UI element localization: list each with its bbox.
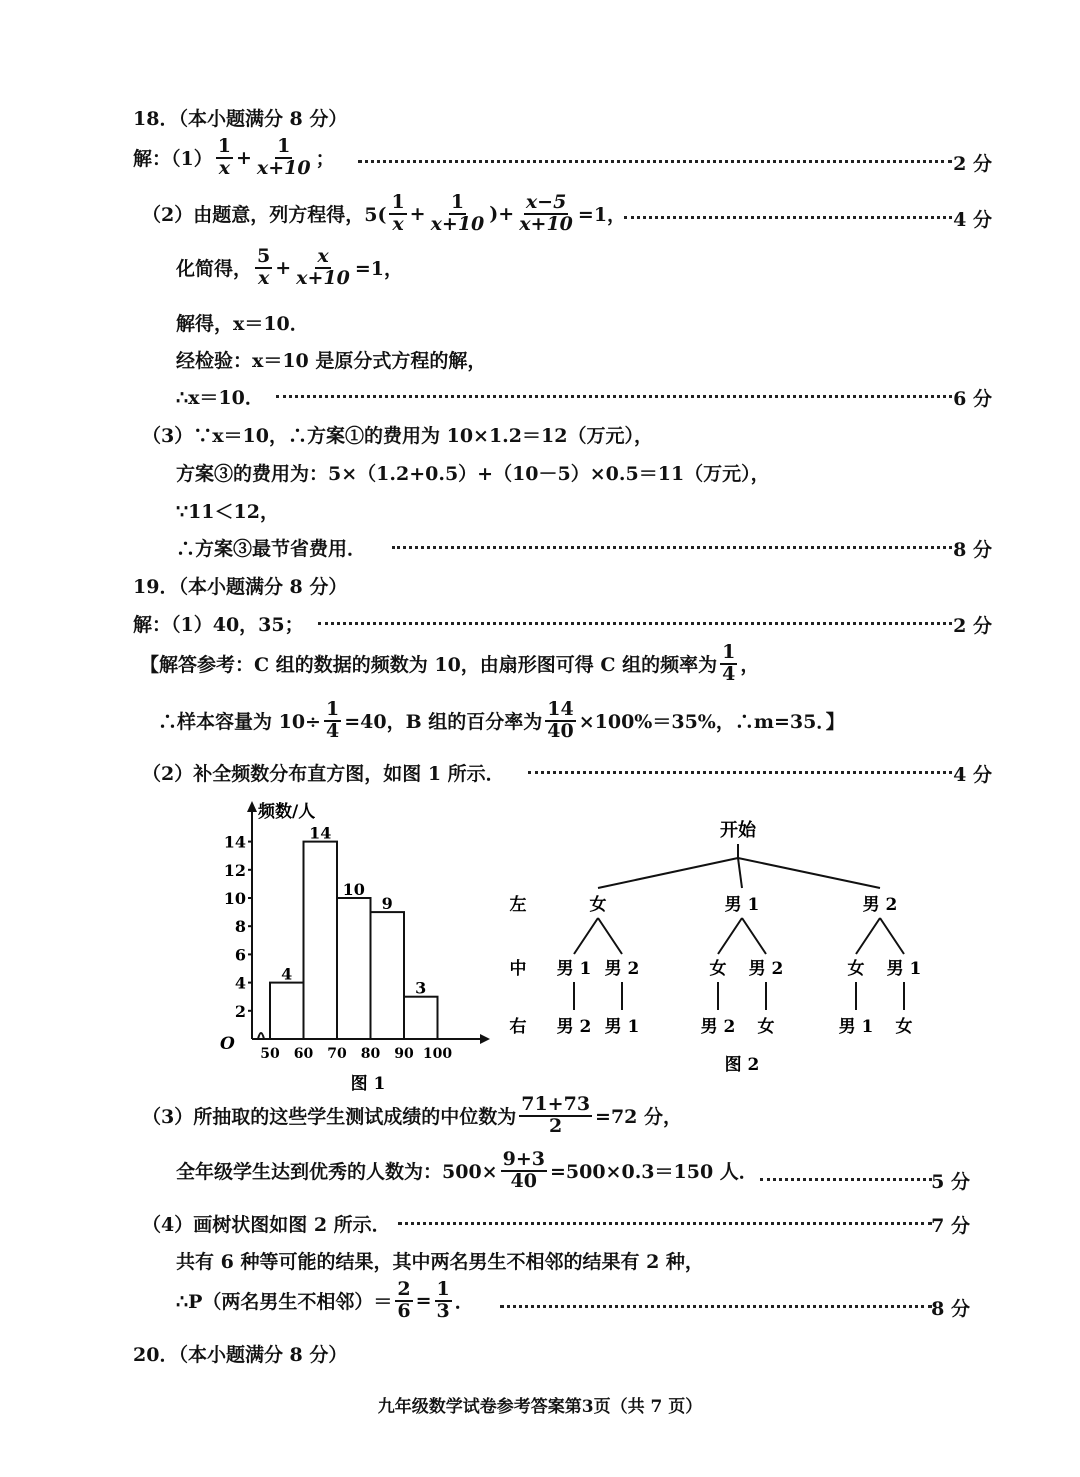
- tree-node-second: 男 1: [556, 959, 592, 979]
- y-tick-label: 8: [234, 917, 246, 937]
- tree-node-first: 女: [589, 895, 607, 915]
- histogram-chart: [200, 795, 510, 1100]
- tree-node-second: 女: [709, 959, 727, 979]
- tree-node-first: 男 2: [862, 895, 898, 915]
- bar-value-label: 4: [281, 964, 293, 984]
- q19-part1: 解：（1）40，35；: [133, 614, 304, 636]
- q18-solve: 解得，x＝10．: [176, 313, 309, 335]
- tree-row-label: 右: [509, 1017, 527, 1037]
- q18-part3-line2: 方案③的费用为：5×（1.2+0.5）+（10－5）×0.5＝11（万元），: [176, 463, 770, 485]
- tree-edge: [574, 918, 598, 954]
- q19-part4c-score: 8 分: [931, 1298, 970, 1320]
- fraction: $\frac{71+73}{2}$: [521, 1093, 591, 1137]
- score-leader-dots: [760, 1178, 932, 1181]
- q20-heading: 20．（本小题满分 8 分）: [133, 1344, 348, 1366]
- tree-root-label: 开始: [720, 820, 756, 841]
- fraction: $\frac{1}{x}$: [217, 135, 231, 179]
- tree-edge: [718, 918, 742, 954]
- tree-edge: [880, 918, 904, 954]
- x-tick-label: 100: [422, 1046, 453, 1062]
- q19-part2: （2）补全频数分布直方图，如图 1 所示．: [142, 763, 505, 785]
- q19-part3-score: 5 分: [931, 1171, 970, 1193]
- q18-part3-line3: ∵11＜12，: [176, 501, 279, 523]
- q19-heading: 19．（本小题满分 8 分）: [133, 576, 348, 598]
- score-leader-dots: [276, 395, 952, 398]
- figure-caption: 图 1: [350, 1074, 386, 1094]
- q18-conclusion: ∴x＝10．: [176, 387, 264, 409]
- score-leader-dots: [318, 622, 952, 625]
- q18-part3-line4: ∴方案③最节省费用．: [176, 538, 367, 560]
- fraction: $\frac{1}{4}$: [722, 641, 736, 685]
- tree-edge: [856, 918, 880, 954]
- x-tick-label: 50: [260, 1046, 280, 1062]
- q18-part3-score: 8 分: [953, 539, 992, 561]
- histogram-bar: [304, 842, 338, 1039]
- tree-node-third: 男 1: [604, 1017, 640, 1037]
- x-axis-arrow: [480, 1034, 490, 1044]
- tree-node-second: 男 2: [604, 959, 640, 979]
- y-tick-label: 14: [223, 832, 246, 852]
- q18-check: 经检验：x＝10 是原分式方程的解，: [176, 350, 487, 372]
- tree-node-second: 女: [847, 959, 865, 979]
- score-leader-dots: [624, 216, 952, 219]
- fraction: $\frac{9+3}{40}$: [502, 1148, 545, 1192]
- q18-part3-line1: （3）∵x＝10，∴方案①的费用为 10×1.2＝12（万元），: [142, 425, 653, 447]
- tree-node-third: 男 2: [556, 1017, 592, 1037]
- q19-part4b: 共有 6 种等可能的结果，其中两名男生不相邻的结果有 2 种，: [176, 1251, 704, 1273]
- tree-edge: [738, 858, 880, 888]
- q19-part4-score: 7 分: [931, 1215, 970, 1237]
- q18-part2-score: 4 分: [953, 209, 992, 231]
- y-tick-label: 4: [234, 973, 246, 993]
- tree-node-second: 男 2: [748, 959, 784, 979]
- fraction: $\frac{x}{x+10}$: [296, 245, 350, 289]
- q19-part2-score: 4 分: [953, 764, 992, 786]
- tree-node-third: 男 1: [838, 1017, 874, 1037]
- fraction: $\frac{1}{x}$: [391, 191, 405, 235]
- q18-conclusion-score: 6 分: [953, 388, 992, 410]
- tree-edge: [598, 918, 622, 954]
- q19-part4c: ∴P（两名男生不相邻）＝ $\frac{2}{6}$ = $\frac{1}{3}$ ．: [176, 1278, 474, 1322]
- tree-row-label: 中: [509, 959, 527, 979]
- fraction: $\frac{x-5}{x+10}$: [519, 191, 573, 235]
- x-tick-label: 70: [327, 1046, 347, 1062]
- q19-reference-line2: ∴样本容量为 10÷ $\frac{1}{4}$ =40，B 组的百分率为 $\frac{14}{40}$ ×100%＝35%，∴m=35．】: [158, 698, 845, 742]
- tree-edge: [738, 858, 742, 888]
- tree-node-third: 女: [757, 1017, 775, 1037]
- histogram-bar: [270, 983, 304, 1039]
- score-leader-dots: [528, 771, 952, 774]
- tree-node-first: 男 1: [724, 895, 760, 915]
- q19-part4: （4）画树状图如图 2 所示．: [142, 1214, 391, 1236]
- score-leader-dots: [392, 546, 952, 549]
- tree-edge: [742, 918, 766, 954]
- q19-part3b: 全年级学生达到优秀的人数为：500× $\frac{9+3}{40}$ =500×0.3＝150 人．: [176, 1148, 758, 1192]
- origin-label: O: [220, 1034, 235, 1054]
- histogram-bar: [337, 898, 371, 1039]
- fraction: $\frac{1}{3}$: [436, 1278, 450, 1322]
- score-leader-dots: [358, 160, 952, 163]
- fraction: $\frac{1}{4}$: [325, 698, 340, 742]
- q18-part1: 解：（1） $\frac{1}{x}$ + $\frac{1}{x+10}$ ；: [133, 135, 335, 179]
- bar-value-label: 10: [342, 880, 365, 899]
- q18-simplify: 化简得， $\frac{5}{x}$ + $\frac{x}{x+10}$ =1，: [176, 245, 404, 289]
- y-axis-label: 频数/人: [258, 802, 316, 822]
- tree-node-second: 男 1: [886, 959, 922, 979]
- y-tick-label: 10: [223, 889, 246, 908]
- histogram-bar: [404, 997, 438, 1039]
- q18-part2: （2）由题意，列方程得，5( $\frac{1}{x}$ + $\frac{1}{x+10}$ )+ $\frac{x-5}{x+10}$ =1，: [142, 191, 627, 235]
- score-leader-dots: [398, 1222, 932, 1225]
- figure-caption: 图 2: [724, 1055, 760, 1075]
- q19-part3: （3）所抽取的这些学生测试成绩的中位数为 $\frac{71+73}{2}$ =72 分，: [142, 1093, 683, 1137]
- y-tick-label: 6: [234, 945, 246, 965]
- y-tick-label: 12: [223, 860, 246, 880]
- fraction: $\frac{5}{x}$: [257, 245, 271, 289]
- x-tick-label: 80: [360, 1046, 381, 1062]
- bar-value-label: 3: [415, 978, 427, 998]
- histogram-bar: [371, 912, 405, 1039]
- y-axis-arrow: [247, 801, 257, 812]
- y-tick-label: 2: [234, 1001, 246, 1021]
- bar-value-label: 9: [381, 894, 393, 914]
- x-tick-label: 90: [394, 1046, 414, 1062]
- tree-node-third: 女: [895, 1017, 913, 1037]
- tree-row-label: 左: [509, 895, 527, 915]
- q18-heading: 18．（本小题满分 8 分）: [133, 108, 348, 130]
- fraction: $\frac{14}{40}$: [547, 698, 574, 742]
- page-footer: 九年级数学试卷参考答案第3页（共 7 页）: [377, 1397, 703, 1417]
- bar-value-label: 14: [309, 823, 332, 843]
- q18-part1-score: 2 分: [953, 153, 992, 175]
- tree-diagram: [490, 810, 950, 1080]
- tree-edge: [598, 858, 738, 888]
- fraction: $\frac{2}{6}$: [397, 1278, 411, 1322]
- x-tick-label: 60: [293, 1046, 314, 1062]
- q19-reference-line1: 【解答参考：C 组的数据的频数为 10，由扇形图可得 C 组的频率为 $\frac{1}{4}$ ，: [140, 641, 760, 685]
- fraction: $\frac{1}{x+10}$: [256, 135, 311, 179]
- tree-node-third: 男 2: [700, 1017, 736, 1037]
- fraction: $\frac{1}{x+10}$: [430, 191, 485, 235]
- score-leader-dots: [500, 1305, 932, 1308]
- q19-part1-score: 2 分: [953, 615, 992, 637]
